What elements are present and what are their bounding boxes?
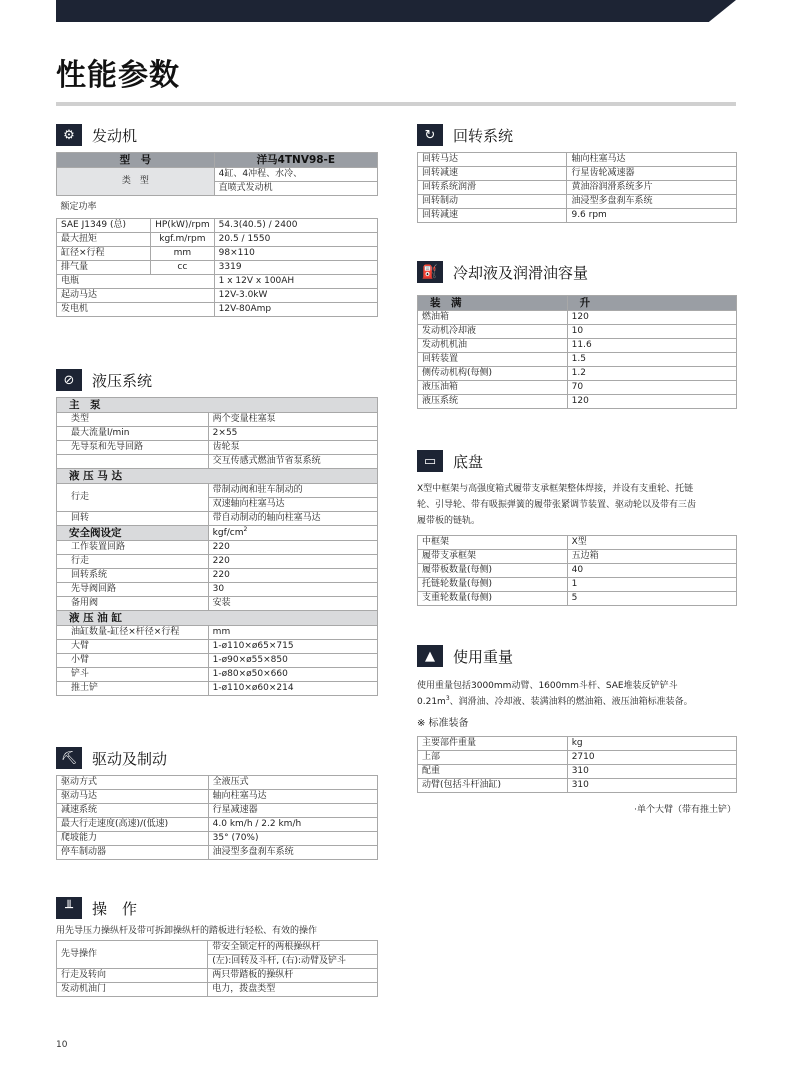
cylinder-head: 液 压 油 缸 xyxy=(57,611,378,626)
travel-value-2: 双速轴向柱塞马达 xyxy=(208,498,377,512)
table-row: 减速系统 行星减速器 xyxy=(57,804,378,818)
swing-table xyxy=(417,152,737,223)
oil-can-icon: ⛽ xyxy=(417,261,443,283)
drive-table xyxy=(56,775,378,860)
coolant-section-header xyxy=(417,259,588,285)
operation-table xyxy=(56,940,378,997)
table-row: 备用阀 安装 xyxy=(57,597,378,611)
engine-title: 发动机 xyxy=(92,126,138,145)
page-title: 性能参数 xyxy=(56,58,180,93)
table-row: 回转减速 9.6 rpm xyxy=(418,209,737,223)
table-row: 小臂 1-ø90×ø55×850 xyxy=(57,654,378,668)
table-row: 行走及转向 两只带踏板的操纵杆 xyxy=(57,969,378,983)
table-row: 起动马达 12V-3.0kW xyxy=(57,289,378,303)
operation-section-header xyxy=(56,895,137,921)
table-row: 大臂 1-ø110×ø65×715 xyxy=(57,640,378,654)
table-row: 发动机油门 电力，拨盘类型 xyxy=(57,983,378,997)
motor-head: 液 压 马 达 xyxy=(57,469,378,484)
engine-icon: ⚙ xyxy=(56,124,82,146)
weight-section-header xyxy=(417,643,513,669)
coolant-table xyxy=(417,295,737,409)
undercarriage-title: 底盘 xyxy=(453,452,484,471)
hydraulic-table xyxy=(56,397,378,696)
coolant-title: 冷却液及润滑油容量 xyxy=(453,263,589,282)
swing-title: 回转系统 xyxy=(453,126,514,145)
table-row: 回转制动 油浸型多盘刹车系统 xyxy=(418,195,737,209)
table-row: 燃油箱 120 xyxy=(418,311,737,325)
rated-power-label: 额定功率 xyxy=(57,196,378,219)
undercarriage-description: X型中框架与高强度箱式履带支承框架整体焊接，并设有支重轮、托链 轮、引导轮、带有吸振弹簧的履带张紧调节装置、驱动轮以及带有三齿 履带板的链轨。 xyxy=(417,484,697,526)
table-row: 驱动方式 全液压式 xyxy=(57,776,378,790)
table-row: 油缸数量-缸径×杆径×行程 mm xyxy=(57,626,378,640)
operation-title: 操 作 xyxy=(92,899,138,918)
table-row: 电瓶 1 x 12V x 100AH xyxy=(57,275,378,289)
table-row: 排气量 cc 3319 xyxy=(57,261,378,275)
standard-equipment-label: ※ 标准装备 xyxy=(417,718,469,729)
table-row: 发动机机油 11.6 xyxy=(418,339,737,353)
coolant-head-c: 升 xyxy=(567,296,736,311)
table-row: 回转 带自动制动的轴向柱塞马达 xyxy=(57,512,378,526)
table-row: 回转装置 1.5 xyxy=(418,353,737,367)
table-row: 先导泵和先导回路 齿轮泵 xyxy=(57,441,378,455)
type-value-2: 直喷式发动机 xyxy=(214,182,377,196)
table-row: 液压油箱 70 xyxy=(418,381,737,395)
table-row: 行走 220 xyxy=(57,555,378,569)
table-row: 发动机冷却液 10 xyxy=(418,325,737,339)
model-label: 型 号 xyxy=(57,153,215,168)
type-label: 类 型 xyxy=(57,168,215,196)
main-pump-head: 主 泵 xyxy=(57,398,378,413)
table-row: 支重轮数量(每侧) 5 xyxy=(418,592,737,606)
table-row: 托链轮数量(每侧) 1 xyxy=(418,578,737,592)
table-row: 动臂(包括斗杆油缸) 310 xyxy=(418,779,737,793)
table-row: 类型 两个变量柱塞泵 xyxy=(57,413,378,427)
excavator-icon: ⛏ xyxy=(56,747,82,769)
weight-title: 使用重量 xyxy=(453,647,514,666)
rotation-icon: ↻ xyxy=(417,124,443,146)
table-row: 回转系统润滑 黄油浴润滑系统多片 xyxy=(418,181,737,195)
pilot-label: 先导操作 xyxy=(57,941,208,969)
table-row: 中框架 X型 xyxy=(418,536,737,550)
table-row: 交互传感式燃油节省泵系统 xyxy=(57,455,378,469)
pilot-value-2: (左):回转及斗杆, (右):动臂及铲斗 xyxy=(208,955,378,969)
relief-head: 安全阀设定 xyxy=(57,526,209,541)
table-row: 侧传动机构(每侧) 1.2 xyxy=(418,367,737,381)
weight-table xyxy=(417,736,737,793)
weight-footnote: ·单个大臂（带有推土铲） xyxy=(634,805,736,815)
weight-description: 使用重量包括3000mm动臂、1600mm斗杆、SAE堆装反铲铲斗 $0.21m^3$、润滑油、冷却液、装满油料的燃油箱、液压油箱标准装备。 xyxy=(417,681,693,707)
undercarriage-section-header xyxy=(417,448,483,474)
table-row: 推土铲 1-ø110×ø60×214 xyxy=(57,682,378,696)
table-row: 先导阀回路 30 xyxy=(57,583,378,597)
relief-unit: kgf/$cm^2$ xyxy=(208,526,377,541)
engine-table xyxy=(56,152,378,317)
joystick-icon: ╨ xyxy=(56,897,82,919)
table-row: 液压系统 120 xyxy=(418,395,737,409)
table-row: 上部 2710 xyxy=(418,751,737,765)
crawler-track-icon: ▭ xyxy=(417,450,443,472)
table-row: 履带板数量(每侧) 40 xyxy=(418,564,737,578)
table-row: 缸径×行程 mm 98×110 xyxy=(57,247,378,261)
table-row: 工作装置回路 220 xyxy=(57,541,378,555)
top-banner xyxy=(56,0,736,22)
hydraulic-section-header xyxy=(56,367,152,393)
table-row: 驱动马达 轴向柱塞马达 xyxy=(57,790,378,804)
table-row: 铲斗 1-ø80×ø50×660 xyxy=(57,668,378,682)
undercarriage-table xyxy=(417,535,737,606)
table-row: 回转系统 220 xyxy=(57,569,378,583)
model-value: 洋马4TNV98-E xyxy=(214,153,377,168)
pilot-value-1: 带安全锁定杆的两根操纵杆 xyxy=(208,941,378,955)
engine-section-header xyxy=(56,122,137,148)
table-row: 发电机 12V-80Amp xyxy=(57,303,378,317)
page-number: 10 xyxy=(56,1040,68,1050)
table-row: SAE J1349 (总) HP(kW)/rpm 54.3(40.5) / 2400 xyxy=(57,219,378,233)
weight-icon: ▲ xyxy=(417,645,443,667)
table-row: 回转马达 轴向柱塞马达 xyxy=(418,153,737,167)
table-row: 停车制动器 油浸型多盘刹车系统 xyxy=(57,846,378,860)
title-divider xyxy=(56,102,736,106)
hydraulic-title: 液压系统 xyxy=(92,371,153,390)
travel-label: 行走 xyxy=(57,484,209,512)
table-row: 主要部件重量 kg xyxy=(418,737,737,751)
travel-value-1: 带制动阀和驻车制动的 xyxy=(208,484,377,498)
coolant-head-a: 装 满 xyxy=(418,296,568,311)
drive-section-header xyxy=(56,745,167,771)
type-value-1: 4缸、4冲程、水冷、 xyxy=(214,168,377,182)
table-row: 配重 310 xyxy=(418,765,737,779)
table-row: 爬坡能力 35° (70%) xyxy=(57,832,378,846)
table-row: 最大流量l/min 2×55 xyxy=(57,427,378,441)
swing-section-header xyxy=(417,122,513,148)
table-row: 履带支承框架 五边箱 xyxy=(418,550,737,564)
table-row: 回转减速 行星齿轮减速器 xyxy=(418,167,737,181)
table-row: 最大扭矩 kgf.m/rpm 20.5 / 1550 xyxy=(57,233,378,247)
table-row: 最大行走速度(高速)/(低速) 4.0 km/h / 2.2 km/h xyxy=(57,818,378,832)
operation-description: 用先导压力操纵杆及带可拆卸操纵杆的踏板进行轻松、有效的操作 xyxy=(56,926,318,936)
drive-title: 驱动及制动 xyxy=(92,749,168,768)
hydraulic-pump-icon: ⊘ xyxy=(56,369,82,391)
